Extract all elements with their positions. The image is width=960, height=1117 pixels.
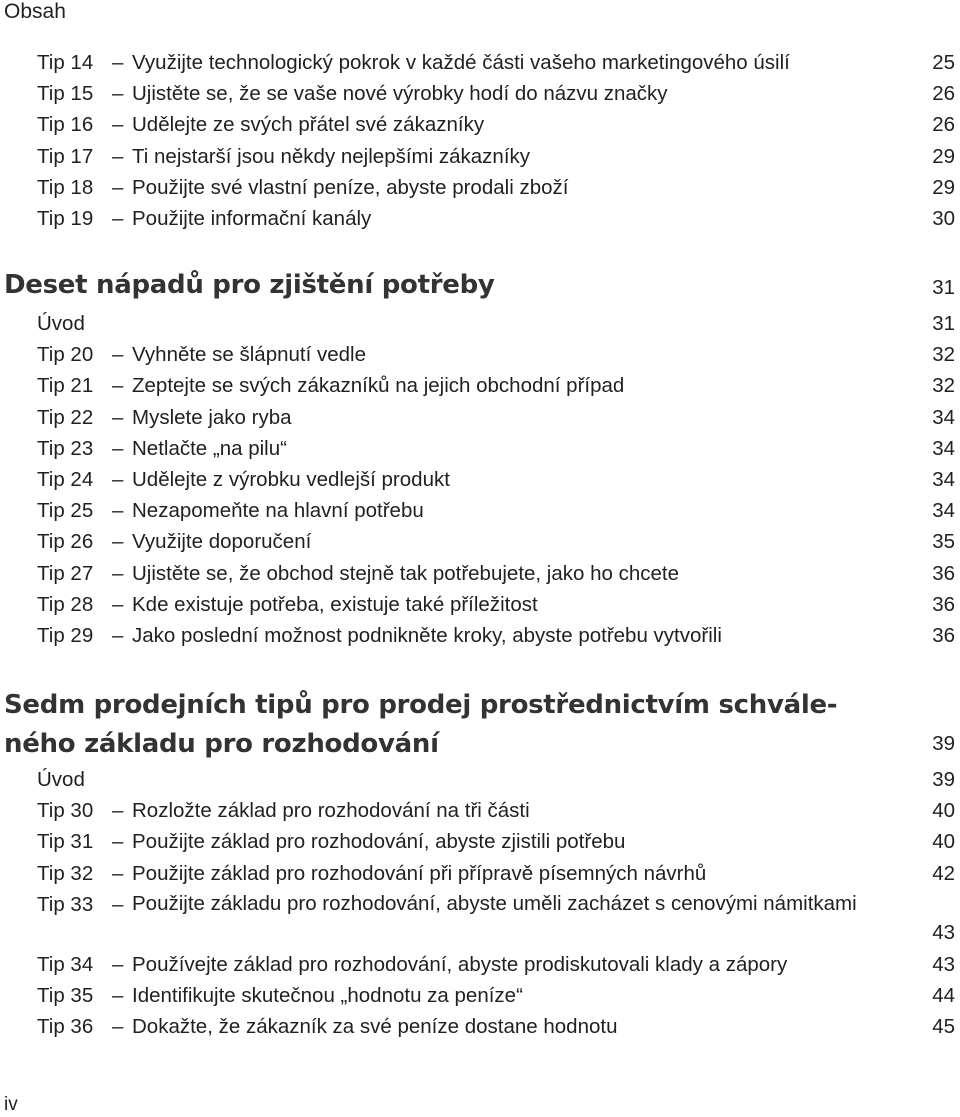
entry-page: 40 xyxy=(932,830,955,854)
toc-entry xyxy=(0,589,960,620)
entry-dash: – xyxy=(112,113,124,137)
toc-entry xyxy=(0,949,960,980)
toc-entry xyxy=(0,402,960,433)
entry-dash: – xyxy=(112,206,124,230)
entry-title: Použijte základ pro rozhodování, abyste zjistili potřebu xyxy=(132,830,626,854)
entry-number: Tip 29 xyxy=(37,623,94,647)
section-title-line-1: Sedm prodejních tipů pro prodej prostřednictvím schvále- xyxy=(4,690,838,720)
entry-number: Tip 17 xyxy=(37,144,94,168)
page-number: iv xyxy=(4,1094,18,1115)
entry-page: 44 xyxy=(932,983,955,1007)
entry-title: Kde existuje potřeba, existuje také příležitost xyxy=(132,592,538,616)
entry-dash: – xyxy=(112,623,124,647)
entry-number: Tip 22 xyxy=(37,405,94,429)
entry-number: Tip 28 xyxy=(37,592,94,616)
entry-dash: – xyxy=(112,799,124,823)
entry-page: 45 xyxy=(932,1015,955,1039)
entry-page: 36 xyxy=(932,592,955,616)
entry-title: Použijte své vlastní peníze, abyste prodali zboží xyxy=(132,175,569,199)
entry-title: Myslete jako ryba xyxy=(132,405,292,429)
entry-page: 34 xyxy=(932,405,955,429)
entry-number: Tip 35 xyxy=(37,983,94,1007)
toc-entry xyxy=(0,370,960,401)
section-page: 31 xyxy=(932,276,955,299)
entry-title: Vyhněte se šlápnutí vedle xyxy=(132,343,367,367)
entry-title: Využijte technologický pokrok v každé části vašeho marketingového úsilí xyxy=(132,51,790,74)
section-page: 39 xyxy=(932,732,955,755)
entry-number: Tip 14 xyxy=(37,51,94,74)
toc-section-sedm-prodejnich-tipu xyxy=(0,686,960,1042)
entry-title: Úvod xyxy=(37,312,85,335)
toc-entry xyxy=(0,495,960,526)
entry-number: Tip 21 xyxy=(37,374,94,398)
entry-page: 34 xyxy=(932,499,955,523)
entry-number: Tip 19 xyxy=(37,206,94,230)
entry-number: Tip 27 xyxy=(37,561,94,585)
entry-number: Tip 16 xyxy=(37,113,94,137)
entry-page: 26 xyxy=(932,113,955,137)
toc-entry xyxy=(0,464,960,495)
entry-title: Použijte základ pro rozhodování při přípravě písemných návrhů xyxy=(132,861,707,885)
entry-dash: – xyxy=(112,343,124,367)
entry-title: Udělejte z výrobku vedlejší produkt xyxy=(132,467,450,491)
entry-page: 43 xyxy=(932,952,955,976)
toc-entry xyxy=(0,433,960,464)
entry-page: 36 xyxy=(932,623,955,647)
toc-entry xyxy=(0,78,960,109)
entry-dash: – xyxy=(112,983,124,1007)
entry-title: Netlačte „na pilu“ xyxy=(132,436,287,460)
entry-number: Tip 18 xyxy=(37,175,94,199)
entry-page: 35 xyxy=(932,530,955,554)
entry-title: Ti nejstarší jsou někdy nejlepšími zákazníky xyxy=(132,144,531,168)
entry-title: Úvod xyxy=(37,768,85,791)
entry-page: 30 xyxy=(932,206,955,230)
toc-entry xyxy=(0,203,960,234)
entry-title: Ujistěte se, že se vaše nové výrobky hodí do názvu značky xyxy=(132,82,668,106)
entry-dash: – xyxy=(112,499,124,523)
entry-title: Dokažte, že zákazník za své peníze dostane hodnotu xyxy=(132,1015,618,1039)
entry-title: Využijte doporučení xyxy=(132,530,312,554)
entry-dash: – xyxy=(112,405,124,429)
entry-page: 43 xyxy=(932,920,955,944)
entry-number: Tip 30 xyxy=(37,799,94,823)
entry-page: 32 xyxy=(932,343,955,367)
entry-title: Zeptejte se svých zákazníků na jejich obchodní případ xyxy=(132,374,625,398)
entry-number: Tip 34 xyxy=(37,952,94,976)
entry-dash: – xyxy=(112,144,124,168)
entry-dash: – xyxy=(112,592,124,616)
entry-page: 25 xyxy=(932,51,955,74)
entry-dash: – xyxy=(112,175,124,199)
entry-title: Udělejte ze svých přátel své zákazníky xyxy=(132,113,485,137)
entry-dash: – xyxy=(112,830,124,854)
toc-entry xyxy=(0,826,960,857)
entry-number: Tip 25 xyxy=(37,499,94,523)
entry-page: 26 xyxy=(932,82,955,106)
entry-title: Rozložte základ pro rozhodování na tři části xyxy=(132,799,530,823)
entry-page: 39 xyxy=(932,768,955,791)
entry-title: Použijte informační kanály xyxy=(132,206,372,230)
toc-entry xyxy=(0,558,960,589)
entry-dash: – xyxy=(112,51,124,74)
entry-page: 34 xyxy=(932,436,955,460)
entry-number: Tip 31 xyxy=(37,830,94,854)
section-title: Deset nápadů pro zjištění potřeby xyxy=(4,270,495,300)
toc-entry-intro xyxy=(0,764,960,795)
entry-dash: – xyxy=(112,374,124,398)
entry-title: Nezapomeňte na hlavní potřebu xyxy=(132,499,424,523)
entry-number: Tip 23 xyxy=(37,436,94,460)
section-title-line-2: ného základu pro rozhodování xyxy=(4,729,439,759)
entry-dash: – xyxy=(112,436,124,460)
toc-entry xyxy=(0,339,960,370)
toc-entry xyxy=(0,1011,960,1042)
entry-title: Identifikujte skutečnou „hodnotu za peníze“ xyxy=(132,983,523,1007)
toc-entry xyxy=(0,109,960,140)
entry-number: Tip 26 xyxy=(37,530,94,554)
toc-entry xyxy=(0,620,960,651)
entry-title: Používejte základ pro rozhodování, abyste prodiskutovali klady a zápory xyxy=(132,952,788,976)
toc-entry xyxy=(0,795,960,826)
entry-page: 42 xyxy=(932,861,955,885)
entry-page: 29 xyxy=(932,175,955,199)
toc-entry-intro xyxy=(0,308,960,339)
toc-entry xyxy=(0,858,960,889)
toc-entry xyxy=(0,980,960,1011)
entry-number: Tip 36 xyxy=(37,1015,94,1039)
entry-number: Tip 32 xyxy=(37,861,94,885)
entry-number: Tip 33 xyxy=(37,892,94,916)
toc-entry xyxy=(0,47,960,78)
entry-dash: – xyxy=(112,82,124,106)
section-heading xyxy=(0,686,960,764)
entry-number: Tip 15 xyxy=(37,82,94,106)
entry-title: Použijte základu pro rozhodování, abyste uměli zacházet s cenovými námitkami xyxy=(132,891,857,915)
toc-entry xyxy=(0,172,960,203)
entry-page: 29 xyxy=(932,144,955,168)
toc-entry xyxy=(0,889,960,949)
toc-section-deset-napadu xyxy=(0,270,960,651)
entry-dash: – xyxy=(112,892,124,916)
entry-dash: – xyxy=(112,530,124,554)
entry-dash: – xyxy=(112,1015,124,1039)
entry-title: Jako poslední možnost podnikněte kroky, abyste potřebu vytvořili xyxy=(132,623,722,647)
entry-dash: – xyxy=(112,467,124,491)
toc-entry xyxy=(0,141,960,172)
entry-number: Tip 24 xyxy=(37,467,94,491)
entry-page: 31 xyxy=(932,312,955,335)
entry-page: 32 xyxy=(932,374,955,398)
section-heading xyxy=(0,270,960,308)
entry-dash: – xyxy=(112,561,124,585)
entry-title: Ujistěte se, že obchod stejně tak potřebujete, jako ho chcete xyxy=(132,561,680,585)
toc-block-tips-14-19 xyxy=(0,47,960,234)
entry-page: 36 xyxy=(932,561,955,585)
page-title: Obsah xyxy=(4,0,66,23)
entry-number: Tip 20 xyxy=(37,343,94,367)
toc-entry xyxy=(0,526,960,557)
entry-dash: – xyxy=(112,861,124,885)
entry-page: 34 xyxy=(932,467,955,491)
entry-page: 40 xyxy=(932,799,955,823)
entry-dash: – xyxy=(112,952,124,976)
